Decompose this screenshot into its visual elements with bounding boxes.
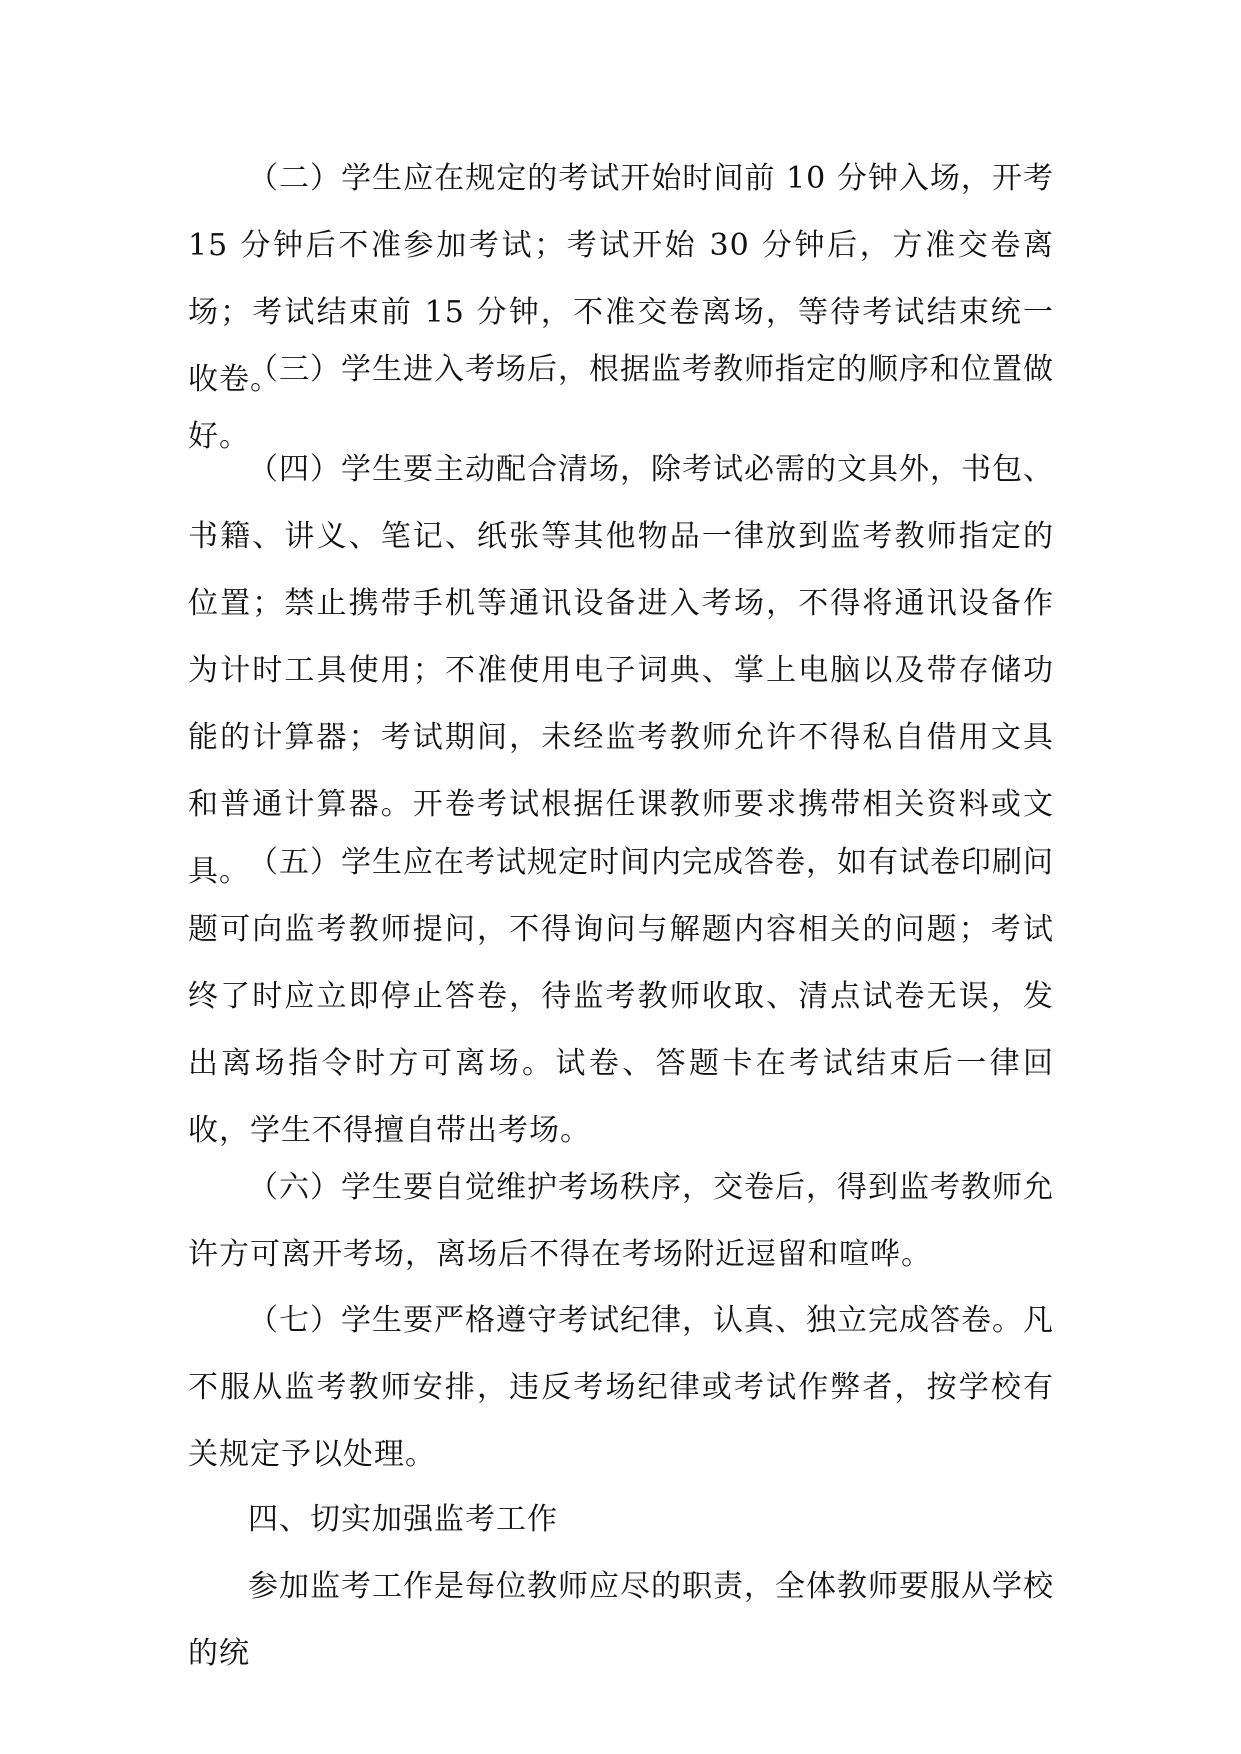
section-heading: 四、切实加强监考工作 <box>248 1502 558 1537</box>
paragraph-continued: 参加监考工作是每位教师应尽的职责，全体教师要服从学校的统 <box>188 1569 1054 1671</box>
paragraph-rule-3: （三）学生进入考场后，根据监考教师指定的顺序和位置做好。 <box>188 352 1054 454</box>
paragraph-rule-2: （二）学生应在规定的考试开始时间前 10 分钟入场，开考 15 分钟后不准参加考试；考试开始 30 分钟后，方准交卷离场；考试结束前 15 分钟，不准交卷离场，等待考试结束统一收卷。 <box>188 161 1054 397</box>
paragraph-rule-6: （六）学生要自觉维护考场秩序，交卷后，得到监考教师允许方可离开考场，离场后不得在考场附近逗留和喧哗。 <box>188 1170 1054 1272</box>
paragraph-rule-7: （七）学生要严格遵守考试纪律，认真、独立完成答卷。凡不服从监考教师安排，违反考场纪律或考试作弊者，按学校有关规定予以处理。 <box>188 1303 1054 1472</box>
paragraph-rule-4: （四）学生要主动配合清场，除考试必需的文具外，书包、书籍、讲义、笔记、纸张等其他物品一律放到监考教师指定的位置；禁止携带手机等通讯设备进入考场，不得将通讯设备作为计时工具使用；不准使用电子词典、掌上电脑以及带存储功能的计算器；考试期间，未经监考教师允许不得私自借用文具和普通计算器。开卷考试根据任课教师要求携带相关资料或文具。 <box>188 452 1054 889</box>
paragraph-rule-5: （五）学生应在考试规定时间内完成答卷，如有试卷印刷问题可向监考教师提问，不得询问与解题内容相关的问题；考试终了时应立即停止答卷，待监考教师收取、清点试卷无误，发出离场指令时方可离场。试卷、答题卡在考试结束后一律回收，学生不得擅自带出考场。 <box>188 845 1054 1148</box>
